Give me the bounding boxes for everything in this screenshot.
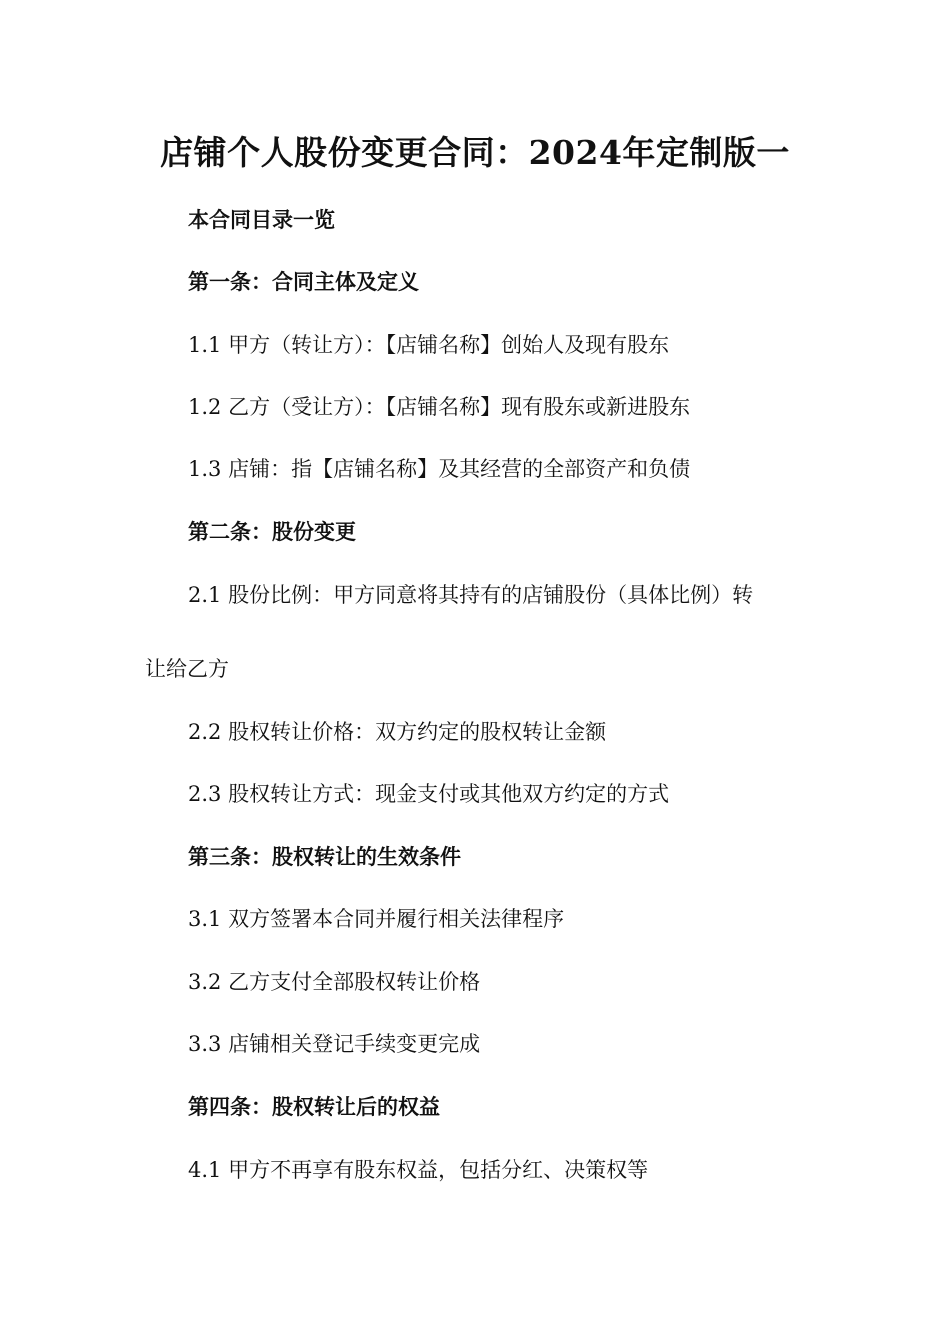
toc-heading: 本合同目录一览 bbox=[188, 207, 335, 232]
article2-item-2: 2.2 股权转让价格：双方约定的股权转让金额 bbox=[188, 720, 607, 744]
article2-item-3: 2.3 股权转让方式：现金支付或其他双方约定的方式 bbox=[188, 782, 670, 806]
article2-heading: 第二条：股份变更 bbox=[188, 519, 356, 544]
article2-item-1-line1: 2.1 股份比例：甲方同意将其持有的店铺股份（具体比例）转 bbox=[188, 583, 754, 607]
article1-item-2: 1.2 乙方（受让方）：【店铺名称】现有股东或新进股东 bbox=[188, 395, 691, 419]
article4-item-1: 4.1 甲方不再享有股东权益，包括分红、决策权等 bbox=[188, 1158, 649, 1182]
article1-item-1: 1.1 甲方（转让方）：【店铺名称】创始人及现有股东 bbox=[188, 333, 670, 357]
article4-heading: 第四条：股权转让后的权益 bbox=[188, 1094, 440, 1119]
article3-heading: 第三条：股权转让的生效条件 bbox=[188, 844, 461, 869]
article2-item-1-line2: 让给乙方 bbox=[145, 657, 229, 681]
document-title: 店铺个人股份变更合同：2024年定制版一 bbox=[160, 133, 790, 172]
article1-heading: 第一条：合同主体及定义 bbox=[188, 269, 419, 294]
article3-item-3: 3.3 店铺相关登记手续变更完成 bbox=[188, 1032, 481, 1056]
article3-item-2: 3.2 乙方支付全部股权转让价格 bbox=[188, 970, 481, 994]
article3-item-1: 3.1 双方签署本合同并履行相关法律程序 bbox=[188, 907, 565, 931]
article1-item-3: 1.3 店铺：指【店铺名称】及其经营的全部资产和负债 bbox=[188, 457, 691, 481]
